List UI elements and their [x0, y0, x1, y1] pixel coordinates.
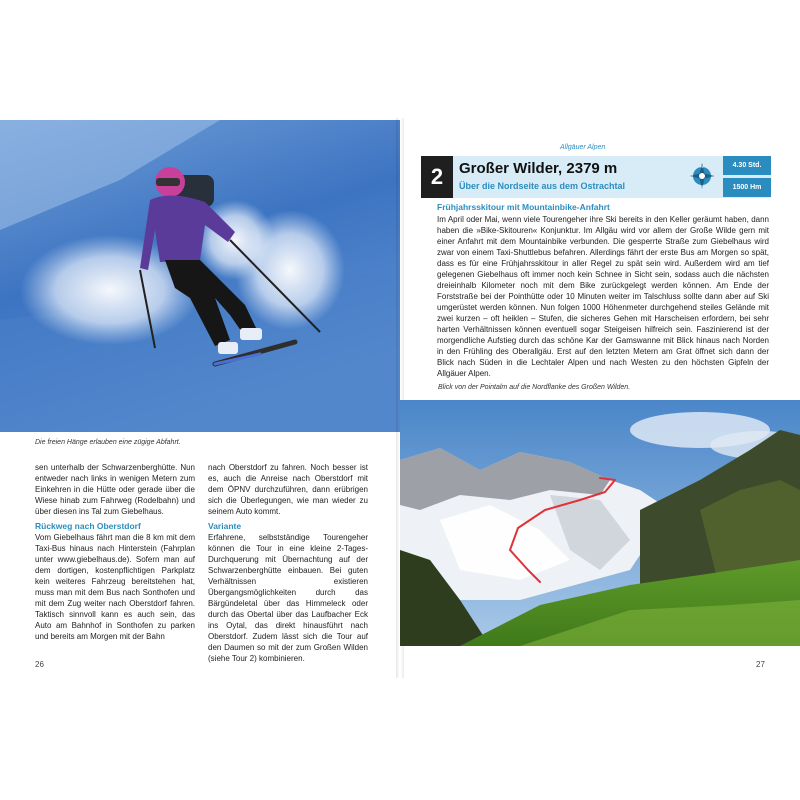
right-column — [437, 201, 769, 379]
elevation-badge: 1500 Hm — [723, 178, 771, 197]
time-badge: 4.30 Std. — [723, 156, 771, 175]
tour-description: Im April oder Mai, wenn viele Tourengeher ihre Ski bereits in den Keller geräumt haben, dann haben die »Bike-Skitouren« Konjunktur. Im Allgäu wird vor allem der Große Wilde gern mit einer Anfahrt mit dem Mountainbike verbunden. Die gesperrte Straße zum Giebelhaus wird zwar von einem Taxi-Shuttlebus befahren. Allerdings fährt der erste Bus am Morgen so spät, dass es für eine Frühjahrsskitour in aller Regel zu spät sein wird. Außerdem wird am tief gelegenen Giebelhaus oft immer noch kein Schnee in Sicht sein, sodass auch die nächsten dreieinhalb Kilometer noch mit dem Bike zurückgelegt werden können. Am Ende der Forststraße bei der Pointhütte oder 10 Minuten weiter im Talschluss sollte dann aber auf Ski umgerüstet werden können. Nun folgen 1000 Höhenmeter durchgehend steiles Gelände mit zwei kurzen – oft heiklen – Stufen, die sicheres Gehen mit Harscheisen erfordern, bei sehr harten Verhältnissen können eventuell sogar Steigeisen hilfreich sein. Faszinierend ist der morgendliche Aufstieg durch das schöne Kar der Gamswanne mit Blick hinaus nach Norden in den Frühling des Oberallgäu. Erst auf den letzten Metern am Grat öffnet sich dann der Blick nach Süden in die Lechtaler Alpen und nach Westen zu den höchsten Gipfeln der Allgäuer Alpen. — [437, 215, 769, 378]
compass-west-label: W — [689, 173, 693, 179]
descent-text: sen unterhalb der Schwarzenberghütte. Nun entweder nach links in wenigen Metern zum Einkehren in die Hütte oder gerade über die Wiese hinab zum Fahrweg (Rodelbahn) und über diesen ins Tal zum Giebelhaus. — [35, 463, 195, 516]
ski-photo-caption: Die freien Hänge erlauben eine zügige Abfahrt. — [35, 439, 181, 446]
section-heading: Frühjahrsskitour mit Mountainbike-Anfahrt — [437, 202, 610, 212]
compass-icon — [687, 161, 717, 191]
variant-heading: Variante — [208, 521, 242, 531]
mountain-photo — [400, 400, 800, 646]
compass-south-label: S — [700, 184, 704, 189]
return-continued-text: nach Oberstdorf zu fahren. Noch besser ist es, auch die Anreise nach Oberstdorf mit dem ÖPNV durchzuführen, dann erübrigen sich die Überlegungen, wie man wieder zu seinem Auto kommt. — [208, 463, 368, 516]
tour-header — [421, 156, 771, 198]
tour-number: 2 — [421, 156, 453, 198]
region-label: Allgäuer Alpen — [560, 144, 606, 151]
compass-east-label: O — [711, 173, 715, 179]
left-column-1 — [35, 462, 195, 642]
return-text: Vom Giebelhaus fährt man die 8 km mit dem Taxi-Bus hinaus nach Hinterstein (Fahrplan unter www.giebelhaus.de). Sofern man auf dem dortigen, kostenpflichtigen Parkplatz kein weiteres Fahrzeug bereitstehen hat, muss man mit dem Bus nach Sonthofen und mit dem Zug weiter nach Oberstdorf fahren. Taktisch sinnvoll kann es auch sein, das Auto am Bahnhof in Sonthofen zu parken und bereits am Morgen mit der Bahn — [35, 533, 195, 641]
tour-subtitle: Über die Nordseite aus dem Ostrachtal — [459, 181, 626, 191]
tour-title: Großer Wilder, 2379 m — [459, 160, 618, 177]
page-number-left: 26 — [35, 660, 44, 669]
compass-north-label: N — [700, 164, 704, 169]
skier-photo — [0, 120, 400, 432]
return-heading: Rückweg nach Oberstdorf — [35, 521, 141, 531]
mountain-photo-caption: Blick von der Pointalm auf die Nordflanke des Großen Wilden. — [438, 384, 631, 391]
variant-text: Erfahrene, selbstständige Tourengeher können die Tour in eine kleine 2-Tages-Durchquerung mit Übernachtung auf der Schwarzenberghütte einbauen. Bei guten Verhältnissen existieren Übergangsmöglichkeiten durch das Bärgündeletal über das Himmeleck oder durch das Obertal über das Laufbacher Eck ins Oytal, das direkt hinausführt nach Oberstdorf. Zudem lässt sich die Tour auf den Daumen so mit der zum Großen Wilden (siehe Tour 2) kombinieren. — [208, 533, 368, 663]
left-column-2 — [208, 462, 368, 664]
page-number-right: 27 — [756, 660, 765, 669]
